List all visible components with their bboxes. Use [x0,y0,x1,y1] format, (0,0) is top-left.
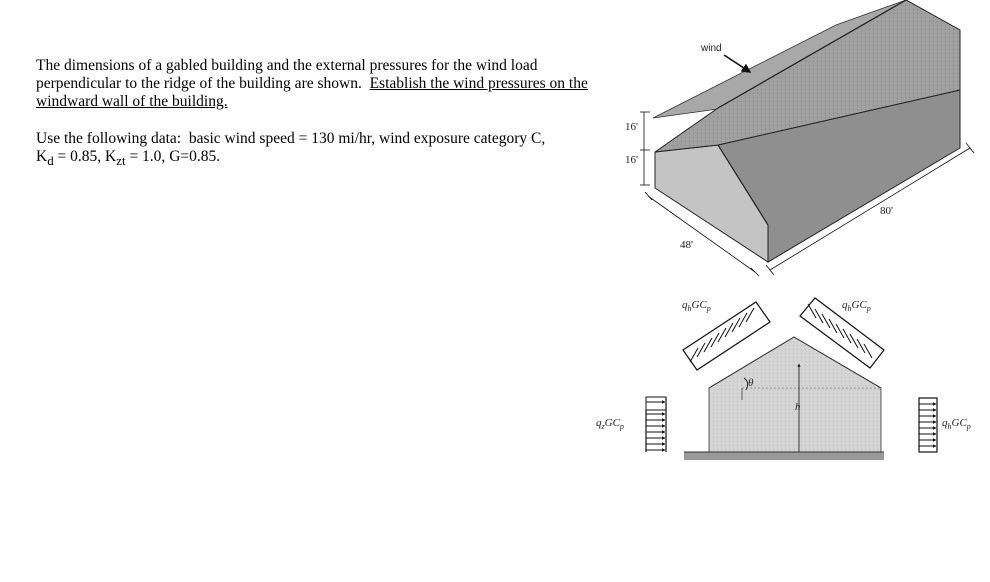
kzt-value: $K_{zt} = 1.0$, [105,148,166,169]
label-leeward-roof: $q_hGC_p$ [842,299,871,313]
wind-speed: basic wind speed = 130 mi/hr, [188,130,376,147]
leeward-wall-pressure [919,398,937,452]
label-windward-roof: $q_hGC_p$ [682,299,711,313]
kd-value: $K_d = 0.85$, [36,148,102,169]
problem-task: Establish the wind pressures on the windward wall of the building. [36,75,588,110]
label-windward-wall: $q_zGC_p$ [596,417,624,431]
g-value: G=0.85. [169,148,221,165]
problem-text: The dimensions of a gabled building and the external pressures for the wind load perpendicular to the ridge of the building are shown. [36,57,538,92]
data-intro: Use the following data: [36,130,182,147]
height-h: h [795,401,801,413]
dim-width: 48' [680,239,693,251]
dim-roof-height: 16' [625,121,638,133]
angle-theta: θ [748,377,754,389]
label-leeward-wall: $q_hGC_p$ [942,417,971,431]
exposure-category: wind exposure category C, [379,130,546,147]
gabled-building-3d [653,0,960,262]
wind-arrow [724,55,750,72]
windward-wall-pressure [646,397,666,452]
dim-wall-height: 16' [625,154,638,166]
ground [684,452,884,460]
wind-label: wind [701,43,722,54]
dim-length: 80' [880,205,893,217]
height-dimensions [625,112,650,185]
